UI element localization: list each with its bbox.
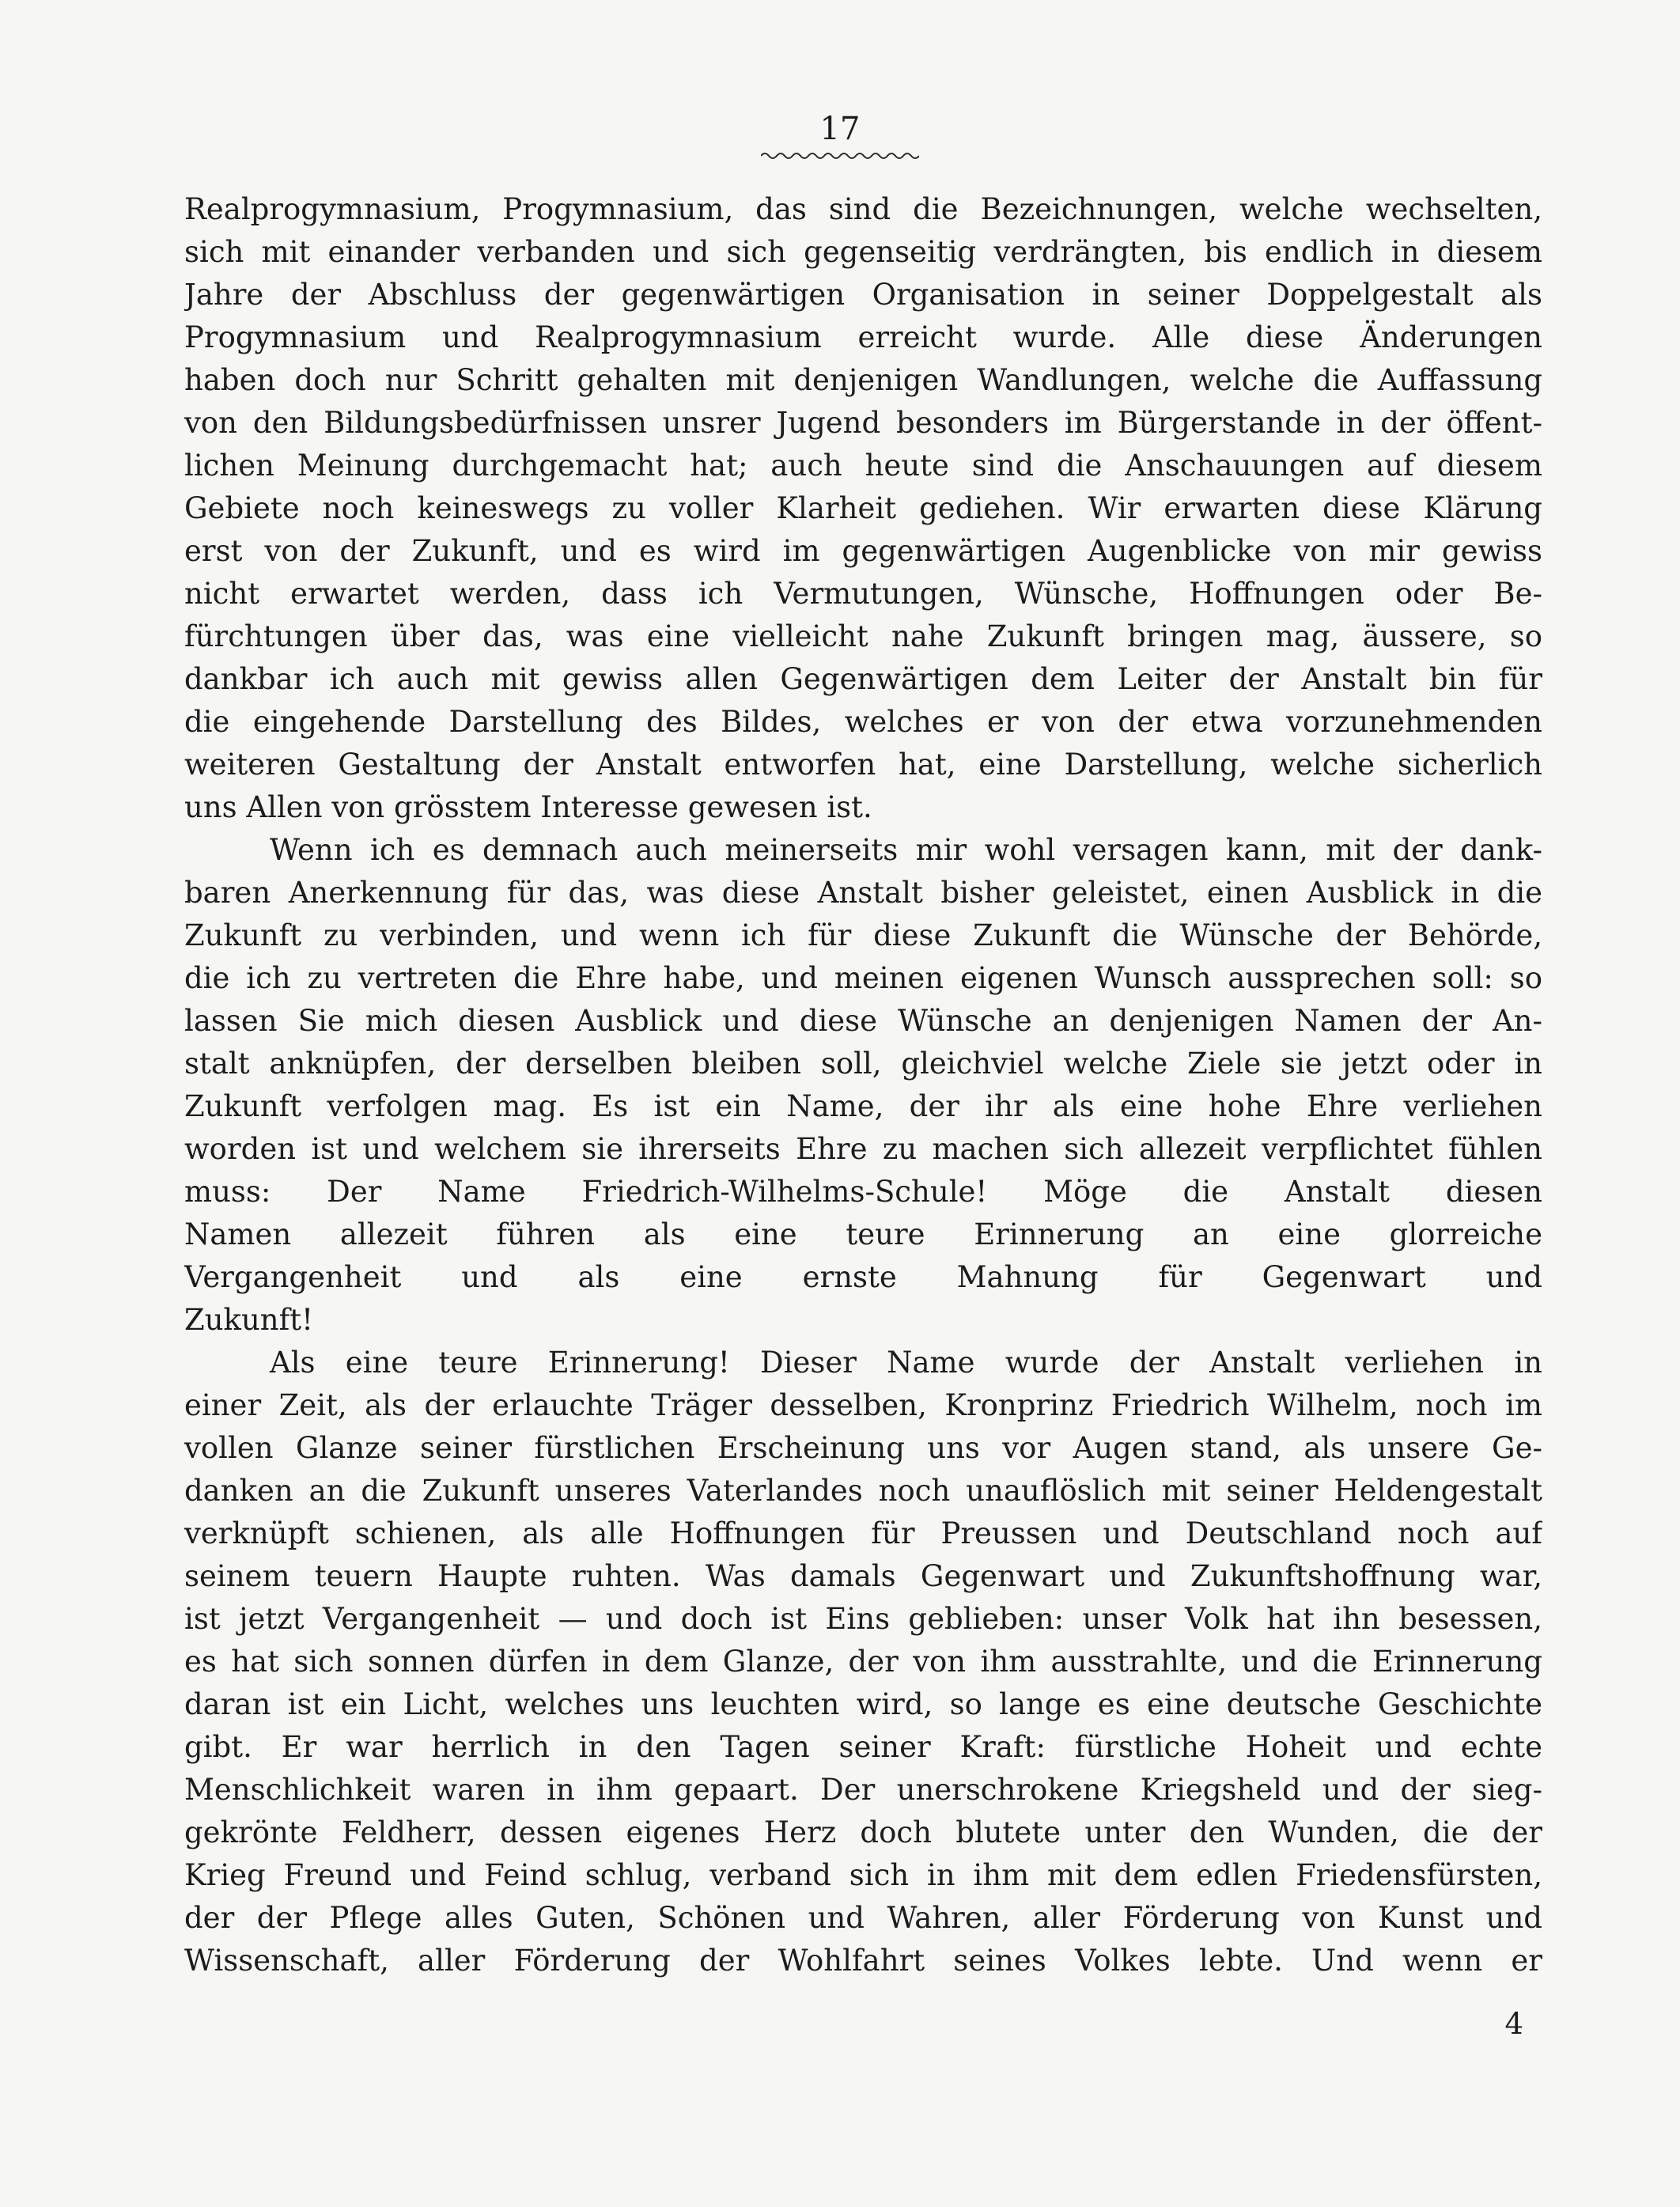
- text-line: worden ist und welchem sie ihrerseits Ehre zu machen sich allezeit verpflichtet fühlen: [184, 1132, 1542, 1166]
- text-line: erst von der Zukunft, und es wird im gegenwärtigen Augenblicke von mir gewiss: [184, 534, 1542, 568]
- text-line: vollen Glanze seiner fürstlichen Erscheinung uns vor Augen stand, als unsere Ge-: [184, 1431, 1542, 1465]
- text-line: dankbar ich auch mit gewiss allen Gegenwärtigen dem Leiter der Anstalt bin für: [184, 662, 1542, 696]
- text-line: es hat sich sonnen dürfen in dem Glanze, der von ihm ausstrahlte, und die Erinnerung: [184, 1645, 1542, 1679]
- text-line: danken an die Zukunft unseres Vaterlandes noch unauflöslich mit seiner Heldengestalt: [184, 1474, 1542, 1508]
- wavy-rule-ornament: [761, 150, 919, 161]
- text-line: von den Bildungsbedürfnissen unsrer Jugend besonders im Bürgerstande in der öffent-: [184, 406, 1542, 440]
- text-line: Als eine teure Erinnerung! Dieser Name wurde der Anstalt verliehen in: [270, 1346, 1542, 1380]
- text-line: baren Anerkennung für das, was diese Anstalt bisher geleistet, einen Ausblick in die: [184, 876, 1542, 910]
- text-line: Realprogymnasium, Progymnasium, das sind die Bezeichnungen, welche wechselten,: [184, 192, 1542, 226]
- text-line: der der Pflege alles Guten, Schönen und Wahren, aller Förderung von Kunst und: [184, 1901, 1542, 1935]
- text-line: fürchtungen über das, was eine vielleicht nahe Zukunft bringen mag, äussere, so: [184, 619, 1542, 653]
- text-line: Krieg Freund und Feind schlug, verband sich in ihm mit dem edlen Friedensfürsten,: [184, 1858, 1542, 1892]
- text-line: verknüpft schienen, als alle Hoffnungen für Preussen und Deutschland noch auf: [184, 1516, 1542, 1550]
- text-line: einer Zeit, als der erlauchte Träger desselben, Kronprinz Friedrich Wilhelm, noch im: [184, 1388, 1542, 1422]
- text-line: Zukunft verfolgen mag. Es ist ein Name, der ihr als eine hohe Ehre verliehen: [184, 1089, 1542, 1123]
- text-line: Namen allezeit führen als eine teure Erinnerung an eine glorreiche: [184, 1217, 1542, 1251]
- text-line: Vergangenheit und als eine ernste Mahnung für Gegenwart und: [184, 1260, 1542, 1294]
- text-line: ist jetzt Vergangenheit — und doch ist Eins geblieben: unser Volk hat ihn besessen,: [184, 1602, 1542, 1636]
- text-line: Zukunft!: [184, 1303, 314, 1337]
- text-line: Wissenschaft, aller Förderung der Wohlfahrt seines Volkes lebte. Und wenn er: [184, 1944, 1542, 1978]
- text-line: Gebiete noch keineswegs zu voller Klarheit gediehen. Wir erwarten diese Klärung: [184, 491, 1542, 525]
- text-line: die eingehende Darstellung des Bildes, welches er von der etwa vorzunehmenden: [184, 705, 1542, 739]
- text-line: lassen Sie mich diesen Ausblick und diese Wünsche an denjenigen Namen der An-: [184, 1004, 1542, 1038]
- text-line: Progymnasium und Realprogymnasium erreicht wurde. Alle diese Änderungen: [184, 320, 1542, 354]
- text-line: gekrönte Feldherr, dessen eigenes Herz doch blutete unter den Wunden, die der: [184, 1815, 1542, 1849]
- text-line: nicht erwartet werden, dass ich Vermutungen, Wünsche, Hoffnungen oder Be-: [184, 577, 1542, 611]
- text-line: stalt anknüpfen, der derselben bleiben soll, gleichviel welche Ziele sie jetzt oder in: [184, 1047, 1542, 1081]
- text-line: sich mit einander verbanden und sich gegenseitig verdrängten, bis endlich in diesem: [184, 235, 1542, 269]
- text-line: die ich zu vertreten die Ehre habe, und meinen eigenen Wunsch aussprechen soll: so: [184, 961, 1542, 995]
- body-text: [184, 188, 1542, 1982]
- text-line: Zukunft zu verbinden, und wenn ich für diese Zukunft die Wünsche der Behörde,: [184, 918, 1542, 952]
- text-line: uns Allen von grösstem Interesse gewesen ist.: [184, 790, 872, 824]
- text-line: muss: Der Name Friedrich-Wilhelms-Schule! Möge die Anstalt diesen: [184, 1175, 1542, 1209]
- text-line: lichen Meinung durchgemacht hat; auch heute sind die Anschauungen auf diesem: [184, 449, 1542, 483]
- text-line: Menschlichkeit waren in ihm gepaart. Der unerschrokene Kriegsheld und der sieg-: [184, 1773, 1542, 1807]
- signature-mark: 4: [1504, 2007, 1523, 2041]
- text-line: Wenn ich es demnach auch meinerseits mir wohl versagen kann, mit der dank-: [270, 833, 1542, 867]
- text-line: haben doch nur Schritt gehalten mit denjenigen Wandlungen, welche die Auffassung: [184, 363, 1542, 397]
- text-line: gibt. Er war herrlich in den Tagen seiner Kraft: fürstliche Hoheit und echte: [184, 1730, 1542, 1764]
- text-line: seinem teuern Haupte ruhten. Was damals Gegenwart und Zukunftshoffnung war,: [184, 1559, 1542, 1593]
- text-line: daran ist ein Licht, welches uns leuchten wird, so lange es eine deutsche Geschichte: [184, 1687, 1542, 1721]
- text-line: weiteren Gestaltung der Anstalt entworfen hat, eine Darstellung, welche sicherlich: [184, 748, 1542, 782]
- page-number: 17: [819, 111, 861, 147]
- text-line: Jahre der Abschluss der gegenwärtigen Organisation in seiner Doppelgestalt als: [184, 278, 1542, 312]
